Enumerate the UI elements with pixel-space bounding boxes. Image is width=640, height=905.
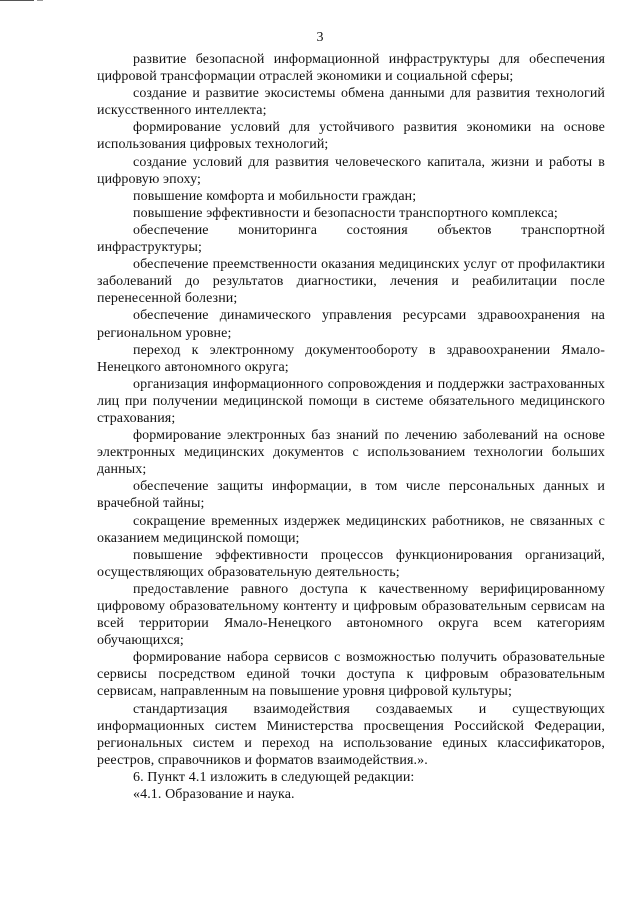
paragraph: обеспечение мониторинга состояния объектов транспортной инфраструктуры; bbox=[97, 222, 605, 256]
paragraph: 6. Пункт 4.1 изложить в следующей редакции: bbox=[133, 769, 415, 785]
paragraph: обеспечение динамического управления ресурсами здравоохранения на региональном уровне; bbox=[97, 308, 605, 341]
scan-corner-tick bbox=[37, 0, 43, 5]
page-number: 3 bbox=[316, 30, 324, 45]
paragraph: «4.1. Образование и наука. bbox=[133, 787, 295, 803]
scan-corner-mark bbox=[0, 0, 34, 6]
document-body bbox=[97, 51, 605, 803]
paragraph: организация информационного сопровождения и поддержки застрахованных лиц при получении медицинской помощи в системе обязательного медицинского страхования; bbox=[97, 376, 605, 426]
paragraph: обеспечение защиты информации, в том числе персональных данных и врачебной тайны; bbox=[97, 479, 605, 512]
paragraph: формирование условий для устойчивого развития экономики на основе использования цифровых технологий; bbox=[97, 120, 605, 153]
paragraph: формирование набора сервисов с возможностью получить образовательные сервисы посредством единой точки доступа к цифровым образовательным сервисам, направленным на повышение уровня цифровой культуры; bbox=[97, 650, 605, 700]
paragraph: стандартизация взаимодействия создаваемых и существующих информационных систем Министерства просвещения Российской Федерации, региональных систем и переход на использование единых классификаторов, реестров, справочников и форматов взаимодействия.». bbox=[97, 701, 605, 768]
paragraph: развитие безопасной информационной инфраструктуры для обеспечения цифровой трансформации отраслей экономики и социальной сферы; bbox=[97, 52, 605, 85]
paragraph: переход к электронному документообороту в здравоохранении Ямало-Ненецкого автономного округа; bbox=[97, 342, 605, 375]
paragraph: формирование электронных баз знаний по лечению заболеваний на основе электронных медицинских документов с использованием технологии больших данных; bbox=[97, 428, 605, 478]
paragraph: повышение эффективности и безопасности транспортного комплекса; bbox=[133, 205, 558, 221]
paragraph: предоставление равного доступа к качественному верифицированному цифровому образовательному контенту и цифровым образовательным сервисам на всей территории Ямало-Ненецкого автономного округа всем категориям обучающихся; bbox=[97, 581, 605, 649]
paragraph: создание условий для развития человеческого капитала, жизни и работы в цифровую эпоху; bbox=[97, 154, 605, 187]
paragraph: создание и развитие экосистемы обмена данными для развития технологий искусственного интеллекта; bbox=[97, 86, 605, 119]
paragraph: сокращение временных издержек медицинских работников, не связанных с оказанием медицинской помощи; bbox=[97, 513, 605, 546]
paragraph: повышение комфорта и мобильности граждан; bbox=[133, 188, 417, 204]
paragraph: обеспечение преемственности оказания медицинских услуг от профилактики заболеваний до результатов диагностики, лечения и реабилитации после перенесенной болезни; bbox=[97, 257, 605, 307]
paragraph: повышение эффективности процессов функционирования организаций, осуществляющих образовательную деятельность; bbox=[97, 547, 605, 580]
